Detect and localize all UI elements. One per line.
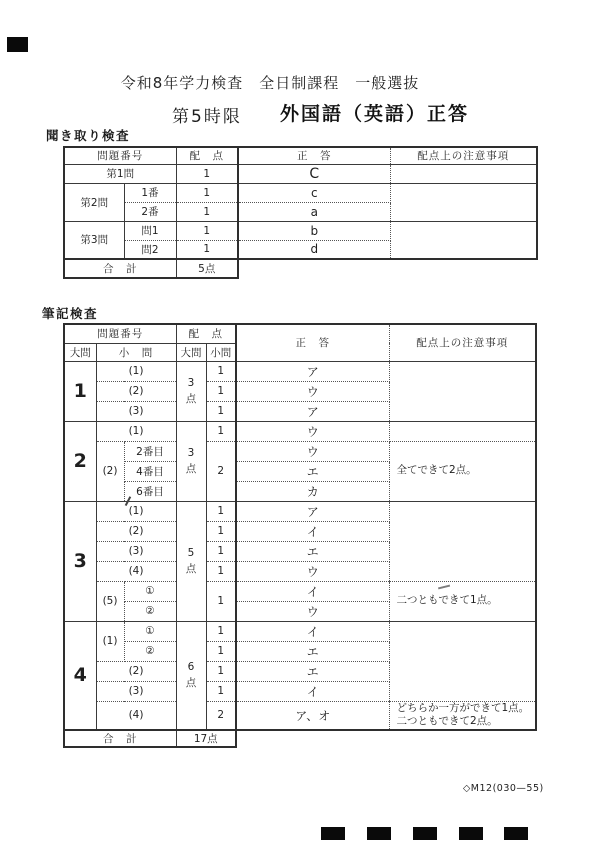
written-section-label: 筆記検査 <box>42 306 99 321</box>
answer-cell: ウ <box>236 381 389 401</box>
total-points: 5点 <box>198 263 216 275</box>
table-row <box>64 621 536 641</box>
col-header-points: 配 点 <box>176 324 236 343</box>
subquestion-label: (2) <box>96 521 176 541</box>
subsub-label: 6番目 <box>124 481 176 501</box>
points-unit: 点 <box>185 463 197 475</box>
col-header-notes: 配点上の注意事項 <box>390 147 537 164</box>
written-header-row-1 <box>64 324 536 343</box>
registration-mark <box>459 827 483 840</box>
subsub-label: 4番目 <box>124 461 176 481</box>
notes-cell <box>390 221 537 259</box>
question-label: 第1問 <box>64 164 176 183</box>
written-table <box>63 323 537 731</box>
col-header-points: 配 点 <box>176 147 238 164</box>
points-unit: 点 <box>185 677 197 690</box>
answer-cell: ウ <box>236 601 389 621</box>
document-title: 令和8年学力検査 全日制課程 一般選抜 <box>120 74 420 92</box>
answer-cell: ア <box>236 401 389 421</box>
points-cell: 1 <box>206 641 236 661</box>
question-label: 第3問 <box>64 221 124 259</box>
points-cell: 1 <box>206 401 236 421</box>
points-cell: 2 <box>206 701 236 730</box>
subquestion-label: 1番 <box>124 183 176 202</box>
points-unit: 点 <box>185 563 197 575</box>
answer-cell: c <box>238 183 390 202</box>
subquestion-label: (4) <box>96 561 176 581</box>
table-row <box>64 183 537 202</box>
answer-cell: エ <box>236 641 389 661</box>
subquestion-label: 問2 <box>124 240 176 259</box>
notes-cell <box>389 361 536 421</box>
points-number: 6 <box>187 660 195 673</box>
col-header-number: 問題番号 <box>64 147 176 164</box>
document-code: ◇M12(030—55) <box>463 783 544 794</box>
answer-cell: ア <box>236 361 389 381</box>
main-points-cell <box>176 501 206 621</box>
registration-mark <box>504 827 528 840</box>
answer-cell: d <box>238 240 390 259</box>
subquestion-label: 問1 <box>124 221 176 240</box>
col-header-pts-sub: 小問 <box>206 343 236 361</box>
subquestion-label: (1) <box>96 421 176 441</box>
main-points-cell <box>176 361 206 421</box>
points-cell: 1 <box>206 661 236 681</box>
notes-cell <box>389 701 536 730</box>
subquestion-label: (2) <box>96 661 176 681</box>
points-cell: 1 <box>176 240 238 259</box>
answer-cell: イ <box>236 681 389 701</box>
col-header-notes: 配点上の注意事項 <box>389 324 536 361</box>
points-cell: 1 <box>176 183 238 202</box>
notes-cell: 全てできて2点。 <box>389 441 536 501</box>
notes-cell <box>389 501 536 581</box>
table-row <box>64 421 536 441</box>
subquestion-label: (2) <box>96 381 176 401</box>
listening-table-wrap <box>63 146 538 279</box>
table-row <box>64 361 536 381</box>
answer-cell: ウ <box>236 441 389 461</box>
answer-cell: イ <box>236 581 389 601</box>
answer-cell: カ <box>236 481 389 501</box>
col-header-main: 大問 <box>64 343 96 361</box>
answer-cell: エ <box>236 661 389 681</box>
subquestion-label: (4) <box>96 701 176 730</box>
subsub-label: 2番目 <box>124 441 176 461</box>
answer-cell: a <box>238 202 390 221</box>
answer-cell: ウ <box>236 561 389 581</box>
total-points: 17点 <box>193 732 218 745</box>
subquestion-label: (1) <box>96 621 124 661</box>
answer-cell: ア <box>236 501 389 521</box>
answer-cell: C <box>238 164 390 183</box>
notes-cell <box>390 183 537 221</box>
subsub-label: ① <box>124 581 176 601</box>
subquestion-label: (1) <box>96 361 176 381</box>
table-row <box>64 221 537 240</box>
points-cell: 1 <box>206 541 236 561</box>
notes-cell: 二つともできて1点。 <box>389 581 536 621</box>
exam-period: 第5時限 <box>172 107 242 127</box>
answer-cell: ア、オ <box>236 701 389 730</box>
points-cell: 2 <box>206 441 236 501</box>
listening-section-label: 聞き取り検査 <box>46 128 131 143</box>
registration-mark <box>321 827 345 840</box>
points-number: 5 <box>187 546 195 559</box>
total-row <box>64 259 238 278</box>
col-header-answer: 正 答 <box>236 324 389 361</box>
exam-subject-title: 外国語（英語）正答 <box>280 103 470 125</box>
note-line: どちらか一方ができて1点。 <box>396 701 530 714</box>
points-cell: 1 <box>206 381 236 401</box>
points-cell: 1 <box>206 561 236 581</box>
total-row <box>64 730 236 747</box>
answer-cell: イ <box>236 621 389 641</box>
points-cell: 1 <box>206 581 236 621</box>
points-cell: 1 <box>206 521 236 541</box>
main-question-number: 2 <box>64 421 96 501</box>
points-number: 3 <box>187 376 195 389</box>
points-cell: 1 <box>176 221 238 240</box>
col-header-answer: 正 答 <box>238 147 390 164</box>
table-row <box>64 701 536 730</box>
points-cell: 1 <box>206 361 236 381</box>
listening-total-table <box>63 258 239 279</box>
points-cell: 1 <box>206 421 236 441</box>
main-question-number: 3 <box>64 501 96 621</box>
main-question-number: 1 <box>64 361 96 421</box>
points-unit: 点 <box>185 393 197 405</box>
table-row <box>64 501 536 521</box>
points-cell: 1 <box>206 621 236 641</box>
registration-mark <box>367 827 391 840</box>
listening-header-row <box>64 147 537 164</box>
col-header-sub: 小 問 <box>96 343 176 361</box>
table-row <box>64 581 536 601</box>
answer-cell: エ <box>236 461 389 481</box>
answer-cell: b <box>238 221 390 240</box>
written-table-wrap <box>63 323 537 748</box>
main-points-cell <box>176 421 206 501</box>
col-header-pts-main: 大問 <box>176 343 206 361</box>
answer-cell: エ <box>236 541 389 561</box>
registration-mark <box>413 827 437 840</box>
question-label: 第2問 <box>64 183 124 221</box>
main-question-number: 4 <box>64 621 96 730</box>
written-total-table <box>63 729 237 748</box>
points-cell: 1 <box>206 681 236 701</box>
notes-cell <box>390 164 537 183</box>
table-row <box>64 441 536 461</box>
listening-table <box>63 146 538 260</box>
corner-registration-mark <box>7 37 28 52</box>
subsub-label: ② <box>124 641 176 661</box>
subquestion-label: (3) <box>96 401 176 421</box>
subquestion-label: (3) <box>96 541 176 561</box>
answer-cell: ウ <box>236 421 389 441</box>
subquestion-label: (2) <box>96 441 124 501</box>
notes-cell <box>389 421 536 441</box>
table-row <box>64 164 537 183</box>
notes-cell <box>389 621 536 701</box>
subquestion-label: (3) <box>96 681 176 701</box>
points-number: 3 <box>187 446 195 459</box>
main-points-cell <box>176 621 206 730</box>
total-label: 合 計 <box>64 259 176 278</box>
subquestion-label: (5) <box>96 581 124 621</box>
total-label: 合 計 <box>64 730 176 747</box>
answer-cell: イ <box>236 521 389 541</box>
subsub-label: ② <box>124 601 176 621</box>
points-cell: 1 <box>176 164 238 183</box>
points-cell: 1 <box>206 501 236 521</box>
note-line: 二つともできて2点。 <box>396 715 498 728</box>
subquestion-label: 2番 <box>124 202 176 221</box>
subsub-label: ① <box>124 621 176 641</box>
subquestion-label: (1) <box>96 501 176 521</box>
points-cell: 1 <box>176 202 238 221</box>
col-header-number: 問題番号 <box>64 324 176 343</box>
